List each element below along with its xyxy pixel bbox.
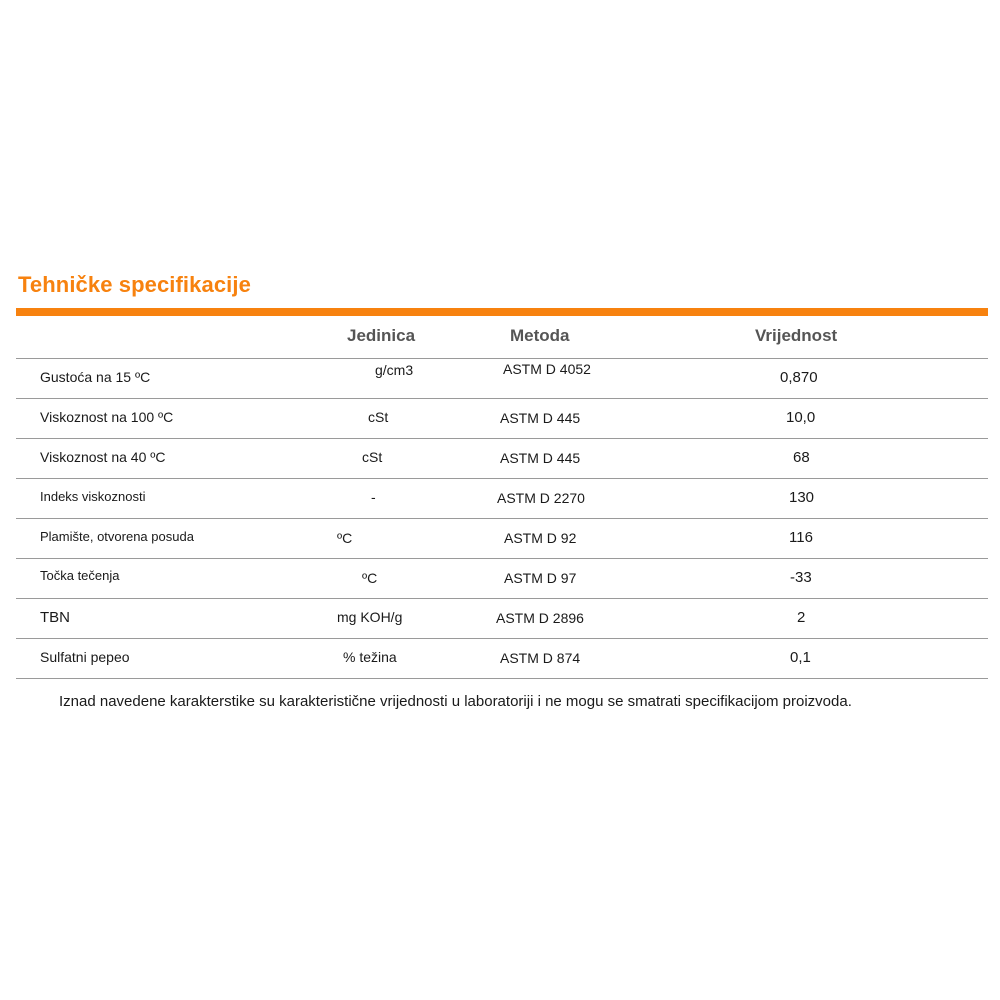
row-unit: g/cm3 bbox=[375, 362, 414, 378]
row-unit: % težina bbox=[343, 649, 397, 665]
row-method: ASTM D 874 bbox=[500, 650, 581, 666]
title-underline-bar bbox=[16, 308, 988, 316]
row-unit: ºC bbox=[362, 570, 378, 586]
row-name: Viskoznost na 100 ºC bbox=[40, 409, 174, 425]
row-name: Indeks viskoznosti bbox=[40, 489, 146, 504]
row-method: ASTM D 2270 bbox=[497, 490, 585, 506]
row-name: TBN bbox=[40, 609, 70, 626]
table-divider bbox=[16, 558, 988, 559]
row-value: 0,1 bbox=[790, 649, 811, 666]
row-unit: cSt bbox=[368, 409, 389, 425]
row-method: ASTM D 4052 bbox=[503, 361, 591, 377]
row-name: Gustoća na 15 ºC bbox=[40, 369, 151, 385]
row-method: ASTM D 445 bbox=[500, 450, 581, 466]
footnote: Iznad navedene karakterstike su karakteristične vrijednosti u laboratoriji i ne mogu se smatrati specifikacijom proizvoda. bbox=[59, 693, 852, 710]
row-unit: mg KOH/g bbox=[337, 609, 403, 625]
column-header-method: Metoda bbox=[510, 326, 570, 345]
table-divider bbox=[16, 438, 988, 439]
row-value: 2 bbox=[797, 609, 806, 626]
row-value: 68 bbox=[793, 449, 810, 466]
column-header-unit: Jedinica bbox=[347, 326, 416, 345]
row-method: ASTM D 2896 bbox=[496, 610, 584, 626]
row-value: -33 bbox=[790, 569, 812, 586]
table-divider bbox=[16, 358, 988, 359]
table-divider bbox=[16, 478, 988, 479]
row-method: ASTM D 445 bbox=[500, 410, 581, 426]
table-divider bbox=[16, 518, 988, 519]
row-method: ASTM D 97 bbox=[504, 570, 577, 586]
row-value: 0,870 bbox=[780, 369, 818, 386]
row-value: 10,0 bbox=[786, 409, 816, 426]
row-name: Plamište, otvorena posuda bbox=[40, 529, 194, 544]
row-unit: - bbox=[371, 489, 376, 505]
row-unit: ºC bbox=[337, 530, 353, 546]
row-value: 116 bbox=[789, 529, 813, 546]
row-unit: cSt bbox=[362, 449, 383, 465]
table-divider bbox=[16, 598, 988, 599]
row-value: 130 bbox=[789, 489, 815, 506]
table-divider bbox=[16, 638, 988, 639]
row-name: Sulfatni pepeo bbox=[40, 649, 130, 665]
row-method: ASTM D 92 bbox=[504, 530, 577, 546]
column-header-value: Vrijednost bbox=[755, 326, 838, 345]
table-divider bbox=[16, 398, 988, 399]
page-title: Tehničke specifikacije bbox=[18, 272, 251, 297]
table-divider bbox=[16, 678, 988, 679]
row-name: Točka tečenja bbox=[40, 568, 120, 583]
row-name: Viskoznost na 40 ºC bbox=[40, 449, 166, 465]
